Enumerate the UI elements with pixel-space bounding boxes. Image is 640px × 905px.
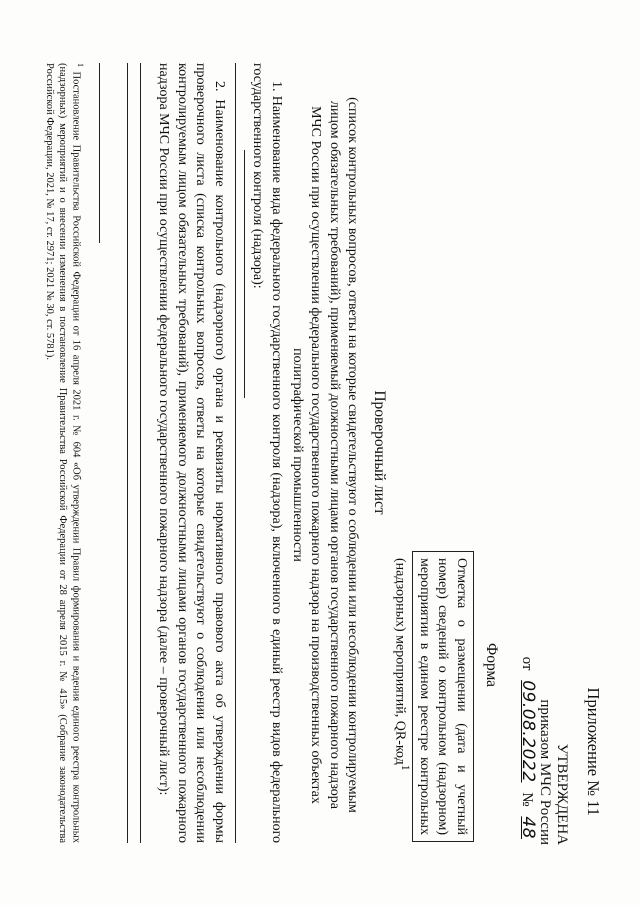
document-subtitle: (список контрольных вопросов, ответы на которые свидетельствуют о соблюдении или несоблюдении контролируемым лицом обязательных требований), применяемый должностными лицами органов государственного пожарного надзора МЧС России при осуществлении федерального государственного пожарного надзора на производственных объектах полиграфической промышленности [290, 97, 360, 813]
section-1-text: Наименование вида федерального государственного контроля (надзора), включенного в единый реестр видов федерального государственного контроля (надзора): [250, 63, 284, 844]
form-label: Форма [483, 642, 500, 688]
order-date-line [518, 545, 536, 845]
footnote [43, 63, 87, 843]
registry-mark-body: Отметка о размещении (дата и учетный номер) сведений о контрольном (надзорном) мероприятии в едином реестре контрольных (надзорных) мероприятий, QR-код [392, 558, 469, 835]
date-prefix: от [519, 656, 535, 671]
section-1-number: 1. [269, 81, 284, 92]
section-2-number: 2. [212, 81, 227, 92]
footnote-mark: 1 [76, 63, 85, 67]
section-2-fill-line [140, 63, 141, 843]
footnote-text: Постановление Правительства Российской Федерации от 16 апреля 2021 г. № 604 «Об утверждении Правил формирования и ведения единого реестра контрольных (надзорных) мероприятий и о внесении изменения в постановление Правительства Российской Федерации от 28 апреля 2015 г. № 415» (Собрание законодательства Российской Федерации, 2021, № 17, ст. 2971; 2021 № 30, ст. 5781). [44, 63, 82, 843]
footnote-separator [99, 63, 100, 243]
order-line: приказом МЧС России [537, 699, 553, 845]
approved-heading: УТВЕРЖДЕНА [554, 743, 570, 845]
section-2-text: Наименование контрольного (надзорного) органа и реквизиты нормативного правового акта об утверждении формы проверочного листа (списка контрольных вопросов, ответы на которые свидетельствуют о соблюдении или несоблюдении контролируемым лицом обязательных требований), применяемого должностными лицами органов государственного пожарного надзора МЧС России при осуществлении федерального государственного пожарного надзора (далее – проверочный лист): [156, 63, 227, 844]
registry-mark-text [390, 558, 470, 835]
section-1-fill-line-2 [235, 63, 236, 843]
handwritten-date: 09.08.2022 [518, 680, 538, 783]
approval-block [518, 545, 570, 845]
appendix-number: Приложение № 11 [584, 687, 603, 816]
handwritten-number: 48 [518, 816, 538, 839]
section-2-fill-line-2 [127, 63, 128, 843]
section-1 [248, 63, 285, 843]
document-title: Проверочный лист [371, 390, 388, 515]
section-2 [154, 63, 228, 843]
registry-mark-box [392, 551, 474, 842]
section-1-fill-line [244, 150, 245, 398]
number-prefix: № [519, 792, 535, 807]
footnote-ref: 1 [399, 764, 413, 771]
